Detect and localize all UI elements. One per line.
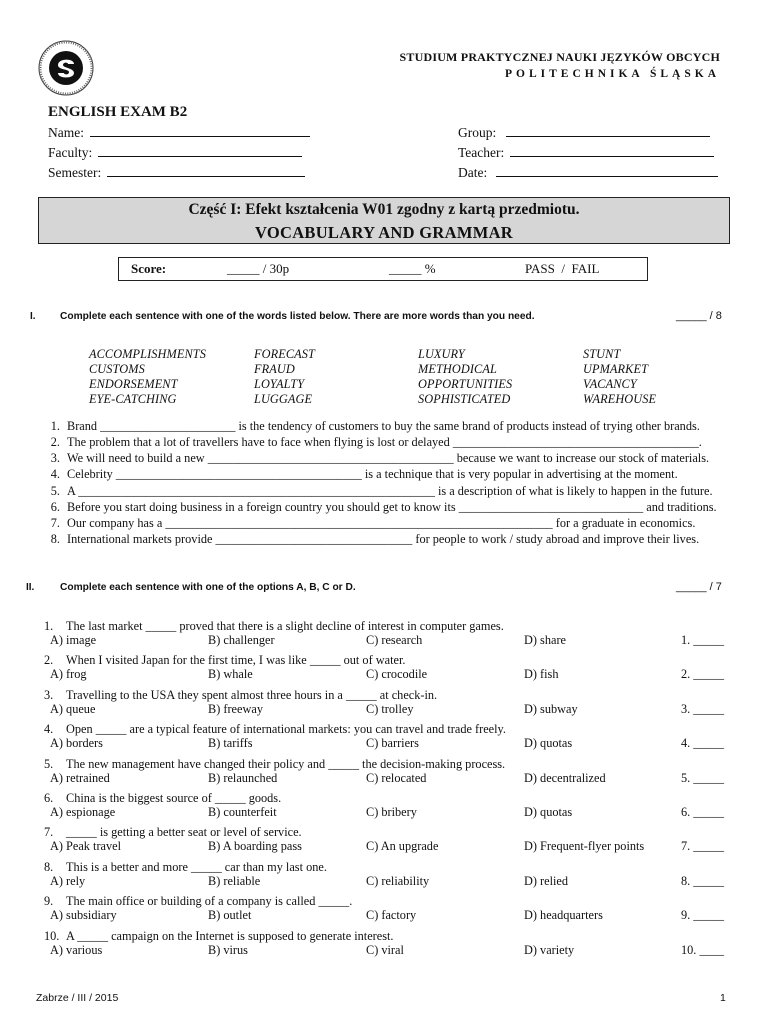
option-d[interactable]: D) quotas [524,736,573,750]
option-d[interactable]: D) headquarters [524,908,603,922]
option-a[interactable]: A) various [50,943,103,957]
word-item: ENDORSEMENT [89,377,178,391]
option-d[interactable]: D) relied [524,874,569,888]
teacher-label: Teacher: [458,145,505,160]
question-stem: Open _____ are a typical feature of international markets: you can travel and trade freely. [66,722,506,736]
question-stem: A _____ campaign on the Internet is supposed to generate interest. [66,929,394,943]
part-subtitle: VOCABULARY AND GRAMMAR [254,223,514,242]
question-stem: The last market _____ proved that there is a slight decline of interest in computer games. [66,619,504,633]
question-number: 6. [44,791,54,805]
sentence-text: Before you start doing business in a foreign country you should get to know its ______________________________ and traditions. [67,500,717,514]
question-number: 2. [44,653,54,667]
answer-blank[interactable]: 1. _____ [681,633,725,647]
group-field[interactable] [458,124,710,141]
word-column [418,347,578,407]
option-c[interactable]: C) research [366,633,423,647]
option-c[interactable]: C) viral [366,943,404,957]
word-item: SOPHISTICATED [418,392,511,406]
question-text [44,653,405,668]
option-a[interactable]: A) rely [50,874,86,888]
sentence-text: Celebrity ________________________________________ is a technique that is very popular in advertising at the moment. [67,467,678,481]
faculty-blank[interactable] [98,144,302,157]
faculty-label: Faculty: [48,145,93,160]
sentence-item[interactable]: 1. Brand ______________________ is the tendency of customers to buy the same brand of products instead of trying other brands. [50,419,700,433]
option-a[interactable]: A) retrained [50,771,110,785]
name-field[interactable] [48,124,310,141]
question-number: 7. [44,825,54,839]
option-a[interactable]: A) Peak travel [50,839,122,853]
score-points[interactable]: _____ / 30p [227,261,290,276]
section1-instruction: Complete each sentence with one of the words listed below. There are more words than you need. [60,311,535,322]
question-text [44,860,327,875]
semester-blank[interactable] [107,164,305,177]
question-number: 10. [44,929,60,943]
option-b[interactable]: B) relaunched [208,771,278,785]
word-item: LOYALTY [254,377,305,391]
section1-number: I. [30,311,36,322]
question-number: 3. [44,688,54,702]
question-stem: The main office or building of a company is called _____. [66,894,353,908]
option-a[interactable]: A) queue [50,702,96,716]
question-text [44,619,504,634]
question-number: 8. [44,860,54,874]
question-text [44,825,302,840]
answer-blank[interactable]: 7. _____ [681,839,725,853]
option-d[interactable]: D) subway [524,702,578,716]
option-c[interactable]: C) An upgrade [366,839,439,853]
exam-title: ENGLISH EXAM B2 [48,104,188,120]
sentence-item[interactable]: 8. International markets provide ________________________________ for people to work / study abroad and improve their lives. [50,532,700,546]
option-d[interactable]: D) variety [524,943,575,957]
option-d[interactable]: D) decentralized [524,771,606,785]
part-title: Część I: Efekt kształcenia W01 zgodny z kartą przedmiotu. [188,201,580,218]
sentence-item[interactable]: 6. Before you start doing business in a foreign country you should get to know its ______________________________ and traditions. [50,500,717,514]
question-text [44,929,394,944]
sentence-text: We will need to build a new ________________________________________ because we want to increase our stock of materials. [67,451,710,465]
answer-blank[interactable]: 3. _____ [681,702,725,716]
name-label: Name: [48,125,84,140]
section2-number: II. [26,582,35,593]
option-b[interactable]: B) virus [208,943,248,957]
word-item: STUNT [583,347,621,361]
institution-name: STUDIUM PRAKTYCZNEJ NAUKI JĘZYKÓW OBCYCH [399,50,720,64]
option-a[interactable]: A) image [50,633,97,647]
part-header-box [38,197,730,244]
word-item: ACCOMPLISHMENTS [89,347,206,361]
word-item: OPPORTUNITIES [418,377,513,391]
answer-blank[interactable]: 8. _____ [681,874,725,888]
option-b[interactable]: B) counterfeit [208,805,277,819]
option-d[interactable]: D) quotas [524,805,573,819]
score-percent[interactable]: _____ % [389,261,436,276]
section2-score[interactable]: _____ / 7 [676,581,722,593]
word-item: LUXURY [418,347,465,361]
group-label: Group: [458,125,497,140]
pass-fail: PASS / FAIL [525,261,600,276]
question-text [44,688,437,703]
teacher-blank[interactable] [510,144,714,157]
question-number: 1. [44,619,54,633]
word-column [89,347,249,407]
option-a[interactable]: A) espionage [50,805,116,819]
word-item: VACANCY [583,377,637,391]
question-stem: Travelling to the USA they spent almost three hours in a _____ at check-in. [66,688,438,702]
question-text [44,757,505,772]
question-stem: When I visited Japan for the first time, I was like _____ out of water. [66,653,406,667]
sentence-item[interactable]: 3. We will need to build a new ________________________________________ because we want to increase our stock of materials. [50,451,710,465]
option-c[interactable]: C) bribery [366,805,417,819]
option-d[interactable]: D) fish [524,667,559,681]
word-item: WAREHOUSE [583,392,657,406]
university-logo [38,40,94,96]
word-item: UPMARKET [583,362,649,376]
answer-blank[interactable]: 5. _____ [681,771,725,785]
sentence-item[interactable]: 7. Our company has a _______________________________________________________________ for a graduate in economics. [50,516,696,530]
date-field[interactable] [458,164,718,181]
question-text [44,791,281,806]
sentence-text: International markets provide ________________________________ for people to work / study abroad and improve their lives. [67,532,700,546]
page-number: 1 [720,992,726,1004]
date-blank[interactable] [496,164,718,177]
footer-place-date: Zabrze / III / 2015 [36,992,119,1004]
word-item: CUSTOMS [89,362,145,376]
answer-blank[interactable]: 2. _____ [681,667,725,681]
semester-label: Semester: [48,165,102,180]
word-item: EYE-CATCHING [89,392,177,406]
option-c[interactable]: C) factory [366,908,417,922]
section1-score[interactable]: _____ / 8 [676,310,722,322]
option-c[interactable]: C) reliability [366,874,430,888]
faculty-field[interactable] [48,144,302,161]
option-b[interactable]: B) challenger [208,633,275,647]
option-b[interactable]: B) whale [208,667,253,681]
teacher-field[interactable] [458,144,714,161]
section2-instruction: Complete each sentence with one of the options A, B, C or D. [60,582,356,593]
word-item: FORECAST [254,347,315,361]
option-a[interactable]: A) borders [50,736,103,750]
semester-field[interactable] [48,164,305,181]
option-b[interactable]: B) outlet [208,908,252,922]
question-number: 5. [44,757,54,771]
option-b[interactable]: B) tariffs [208,736,253,750]
option-a[interactable]: A) subsidiary [50,908,117,922]
option-d[interactable]: D) Frequent-flyer points [524,839,645,853]
sentence-text: Our company has a _______________________________________________________________ for a graduate in economics. [67,516,696,530]
option-b[interactable]: B) reliable [208,874,261,888]
answer-blank[interactable]: 9. _____ [681,908,725,922]
option-c[interactable]: C) relocated [366,771,427,785]
answer-blank[interactable]: 10. ____ [681,943,725,957]
sentence-text: The problem that a lot of travellers have to face when flying is lost or delayed ________________________________________. [67,435,702,449]
date-label: Date: [458,165,488,180]
sentence-text: Brand ______________________ is the tendency of customers to buy the same brand of products instead of trying other brands. [67,419,700,433]
word-column [254,347,414,407]
option-b[interactable]: B) A boarding pass [208,839,302,853]
name-blank[interactable] [90,124,310,137]
option-c[interactable]: C) barriers [366,736,419,750]
option-d[interactable]: D) share [524,633,566,647]
question-number: 4. [44,722,54,736]
word-item: LUGGAGE [254,392,313,406]
option-c[interactable]: C) trolley [366,702,414,716]
question-stem: _____ is getting a better seat or level of service. [66,825,302,839]
answer-blank[interactable]: 6. _____ [681,805,725,819]
answer-blank[interactable]: 4. _____ [681,736,725,750]
sentence-item[interactable]: 4. Celebrity ________________________________________ is a technique that is very popular in advertising at the moment. [50,467,678,481]
question-text [44,894,352,909]
question-stem: This is a better and more _____ car than my last one. [66,860,327,874]
option-b[interactable]: B) freeway [208,702,263,716]
university-name: POLITECHNIKA ŚLĄSKA [505,68,720,80]
score-box [118,257,648,281]
question-stem: The new management have changed their policy and _____ the decision-making process. [66,757,506,771]
group-blank[interactable] [506,124,710,137]
question-number: 9. [44,894,54,908]
score-label: Score: [131,261,167,276]
question-stem: China is the biggest source of _____ goods. [66,791,282,805]
sentence-item[interactable]: 2. The problem that a lot of travellers have to face when flying is lost or delayed ________________________________________. [50,435,702,449]
word-column [583,347,743,407]
option-c[interactable]: C) crocodile [366,667,428,681]
word-item: FRAUD [254,362,295,376]
option-a[interactable]: A) frog [50,667,87,681]
sentence-text: A __________________________________________________________ is a description of what is likely to happen in the future. [67,484,713,498]
sentence-item[interactable]: 5. A __________________________________________________________ is a description of what is likely to happen in the future. [50,484,713,498]
question-text [44,722,506,737]
word-item: METHODICAL [418,362,497,376]
